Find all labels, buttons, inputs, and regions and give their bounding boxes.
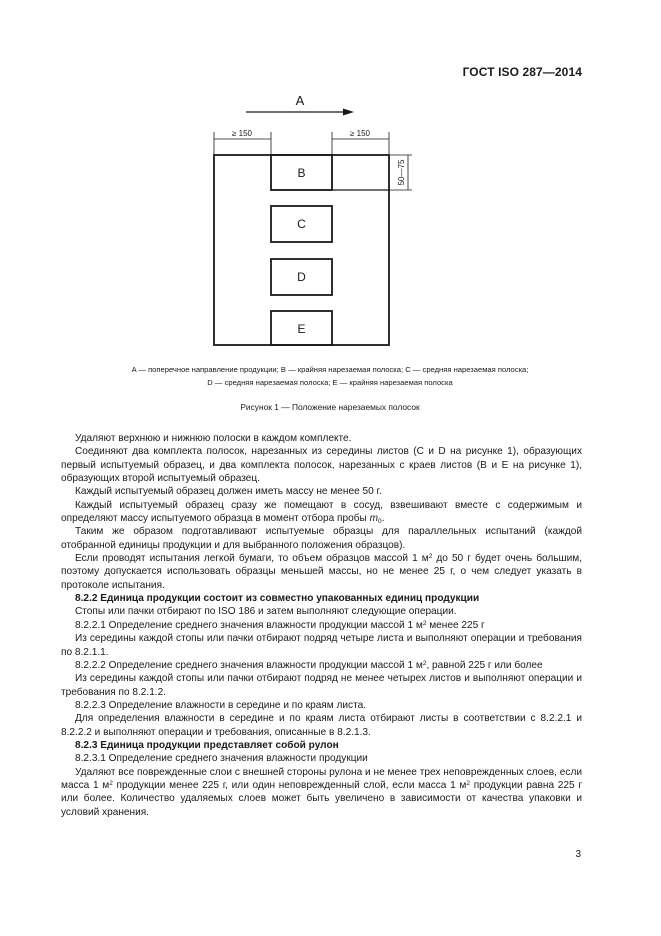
arrow-label: A bbox=[295, 93, 305, 108]
section-heading-8-2-3: 8.2.3 Единица продукции представляет собой рулон bbox=[75, 739, 339, 751]
paragraph: Для определения влажности в середине и по краям листа отбирают листы в соответствии с 8.2.2.1 и 8.2.2.2 и выполняют операции и требования, описанные в 8.2.1.3. bbox=[61, 713, 582, 738]
paragraph: Каждый испытуемый образец сразу же помещают в сосуд, взвешивают вместе с содержимым и определяют массу испытуемого образца в момент отбора пробы $m_0$. bbox=[61, 499, 582, 526]
figure-legend-line-1: A — поперечное направление продукции; B — крайняя нарезаемая полоска; C — средняя нарезаемая полоска; bbox=[131, 365, 529, 374]
dim-label-vertical: 50—75 bbox=[397, 159, 406, 186]
strip-b-label: B bbox=[297, 166, 306, 180]
paragraph: Если проводят испытания легкой бумаги, то объем образцов массой 1 $м^2$ до 50 г будет очень большим, поэтому допускается использовать образцы меньшей массы, но не менее 25 г, о чем следует указать в протоколе испытания. bbox=[61, 553, 582, 591]
section-heading-8-2-2: 8.2.2 Единица продукции состоит из совместно упакованных единиц продукции bbox=[75, 593, 480, 605]
paragraph: Таким же образом подготавливают испытуемые образцы для параллельных испытаний (каждой отобранной единицы продукции и для выбранного положения образцов). bbox=[61, 526, 582, 551]
subsection-heading: 8.2.2.3 Определение влажности в середине и по краям листа. bbox=[75, 699, 367, 711]
paragraph: Из середины каждой стопы или пачки отбирают подряд четыре листа и выполняют операции и требования по 8.2.1.1. bbox=[61, 633, 582, 658]
sheet-outline bbox=[214, 155, 389, 345]
dim-label-right: ≥ 150 bbox=[350, 129, 370, 138]
mass-variable: m bbox=[369, 513, 379, 525]
subsection-heading: 8.2.2.1 Определение среднего значения влажности продукции массой 1 $м^2$ менее 225 г bbox=[75, 619, 485, 631]
body-text bbox=[61, 432, 582, 819]
paragraph: Удаляют верхнюю и нижнюю полоски в каждом комплекте. bbox=[75, 433, 352, 444]
strip-e-label: E bbox=[297, 322, 306, 336]
strip-c-label: C bbox=[297, 217, 306, 231]
subsection-heading: 8.2.3.1 Определение среднего значения влажности продукции bbox=[75, 753, 368, 765]
document-header: ГОСТ ISO 287—2014 bbox=[462, 65, 582, 79]
paragraph: Из середины каждой стопы или пачки отбирают подряд не менее четырех листов и выполняют операции и требования по 8.2.1.2. bbox=[61, 673, 582, 698]
page-number: 3 bbox=[575, 849, 581, 860]
figure-caption: Рисунок 1 — Положение нарезаемых полосок bbox=[240, 402, 420, 412]
paragraph: Соединяют два комплекта полосок, нарезанных из середины листов (C и D на рисунке 1), образующих первый испытуемый образец, и два комплекта полосок, нарезанных с краев листов (B и E на рисунке 1), образующих второй испытуемый образец. bbox=[61, 446, 582, 485]
direction-arrow-head bbox=[343, 109, 354, 116]
paragraph: Стопы или пачки отбирают по ISO 186 и затем выполняют следующие операции. bbox=[75, 606, 457, 618]
subsection-heading: 8.2.2.2 Определение среднего значения влажности продукции массой 1 $м^2$, равной 225 г или более bbox=[75, 659, 543, 671]
paragraph: Удаляют все поврежденные слои с внешней стороны рулона и не менее трех неповрежденных слоев, если масса 1 $м^2$ продукции менее 225 г, или один неповрежденный слой, если масса 1 $м^2$ продукции равна 225 г или более. Количество удаляемых слоев может быть увеличено в зависимости от качества упаковки и условий хранения. bbox=[61, 766, 582, 818]
strip-d-label: D bbox=[297, 270, 306, 284]
strip-position-diagram bbox=[0, 0, 661, 400]
figure-legend-line-2: D — средняя нарезаемая полоска; E — крайняя нарезаемая полоска bbox=[207, 378, 453, 387]
dim-label-left: ≥ 150 bbox=[232, 129, 252, 138]
paragraph: Каждый испытуемый образец должен иметь массу не менее 50 г. bbox=[75, 486, 382, 498]
